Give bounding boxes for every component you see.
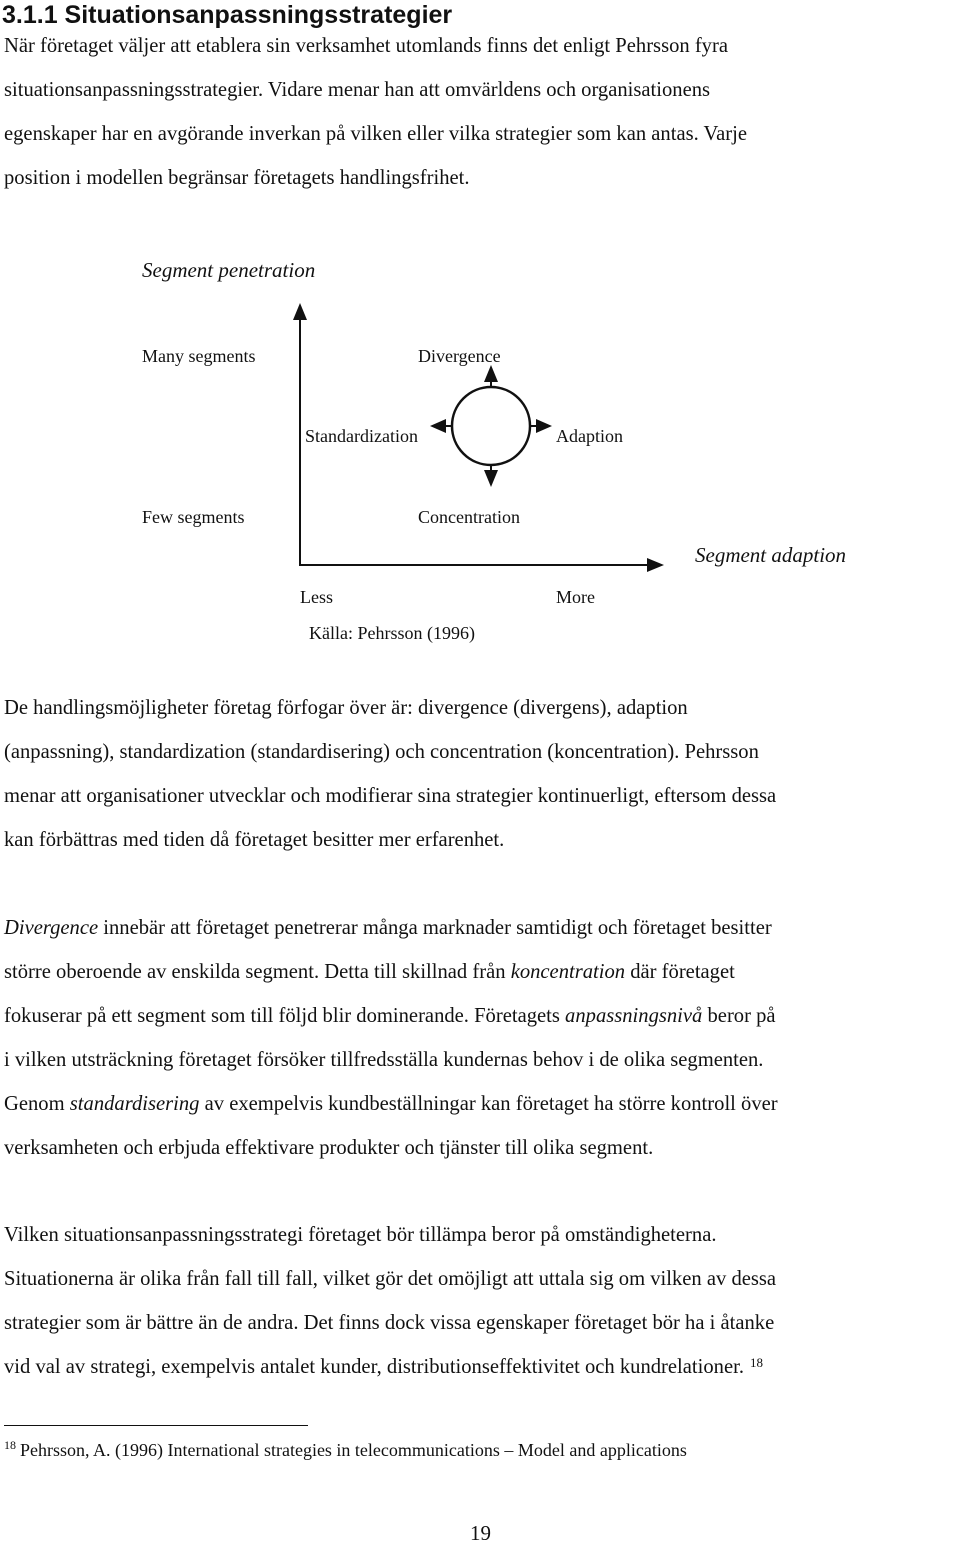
paragraph-line [4, 1082, 960, 1126]
line-text: Genom [4, 1093, 70, 1115]
arrow-left-head [430, 419, 446, 433]
paragraph-line: i vilken utsträckning företaget försöker tillfredsställa kundernas behov i de olika segmenten. [4, 1049, 764, 1071]
few-segments-label: Few segments [142, 507, 245, 527]
footnote-reference[interactable]: 18 [749, 1355, 763, 1370]
many-segments-label: Many segments [142, 346, 256, 366]
paragraph-1 [4, 686, 960, 862]
intro-line: situationsanpassningsstrategier. Vidare menar han att omvärldens och organisationens [4, 79, 711, 101]
section-heading: 3.1.1 Situationsanpassningsstrategier [2, 1, 453, 29]
x-axis-label: Segment adaption [695, 543, 847, 567]
adaption-label: Adaption [556, 426, 623, 446]
diagram-graphics [0, 0, 960, 680]
page-number: 19 [470, 1521, 491, 1545]
source-caption: Källa: Pehrsson (1996) [309, 623, 475, 643]
line-text: där företaget [625, 961, 735, 983]
line-text: av exempelvis kundbeställningar kan företaget ha större kontroll över [199, 1093, 778, 1115]
arrow-down-head [484, 470, 498, 487]
paragraph-line [4, 950, 960, 994]
italic-term: Divergence [4, 917, 99, 939]
paragraph-3 [4, 1213, 960, 1391]
less-label: Less [300, 587, 333, 607]
concentration-label: Concentration [418, 507, 520, 527]
strategy-circle [452, 387, 530, 465]
more-label: More [556, 587, 595, 607]
paragraph-line [4, 906, 960, 950]
divergence-label: Divergence [418, 346, 501, 366]
italic-term: standardisering [69, 1093, 200, 1115]
footnote-number: 18 [4, 1438, 16, 1452]
footnote [4, 1437, 687, 1465]
paragraph-2 [4, 906, 960, 1170]
italic-term: koncentration [510, 961, 626, 983]
arrow-right-head [536, 419, 552, 433]
footnote-text: Pehrsson, A. (1996) International strategies in telecommunications – Model and applications [20, 1440, 687, 1460]
intro-line: När företaget väljer att etablera sin verksamhet utomlands finns det enligt Pehrsson fyra [4, 35, 728, 57]
paragraph-line: verksamheten och erbjuda effektivare produkter och tjänster till olika segment. [4, 1137, 654, 1159]
intro-line: position i modellen begränsar företagets handlingsfrihet. [4, 167, 470, 189]
paragraph-line: strategier som är bättre än de andra. Det finns dock vissa egenskaper företaget bör ha i åtanke [4, 1312, 775, 1334]
paragraph-line: Vilken situationsanpassningsstrategi företaget bör tillämpa beror på omständigheterna. [4, 1224, 717, 1246]
standardization-label: Standardization [305, 426, 418, 446]
line-text: vid val av strategi, exempelvis antalet kunder, distributionseffektivitet och kundrelationer. [4, 1356, 744, 1378]
arrow-up-head [484, 365, 498, 382]
paragraph-line: menar att organisationer utvecklar och modifierar sina strategier kontinuerligt, eftersom dessa [4, 785, 777, 807]
x-axis-arrowhead [647, 558, 664, 572]
paragraph-line [4, 994, 960, 1038]
italic-term: anpassningsnivå [565, 1005, 703, 1027]
paragraph-line: (anpassning), standardization (standardisering) och concentration (koncentration). Pehrsson [4, 741, 759, 763]
line-text: större oberoende av enskilda segment. Detta till skillnad från [4, 961, 511, 983]
line-text: innebär att företaget penetrerar många marknader samtidigt och företaget besitter [98, 917, 772, 939]
footnote-divider [4, 1425, 308, 1426]
paragraph-line: De handlingsmöjligheter företag förfogar över är: divergence (divergens), adaption [4, 697, 688, 719]
intro-line: egenskaper har en avgörande inverkan på vilken eller vilka strategier som kan antas. Varje [4, 123, 747, 145]
y-axis-label: Segment penetration [142, 258, 316, 282]
line-text: fokuserar på ett segment som till följd blir dominerande. Företagets [4, 1005, 566, 1027]
paragraph-line [4, 1345, 960, 1391]
paragraph-line: Situationerna är olika från fall till fall, vilket gör det omöjligt att uttala sig om vilken av dessa [4, 1268, 777, 1290]
line-text: beror på [702, 1005, 776, 1027]
paragraph-line: kan förbättras med tiden då företaget besitter mer erfarenhet. [4, 829, 505, 851]
y-axis-arrowhead [293, 303, 307, 320]
